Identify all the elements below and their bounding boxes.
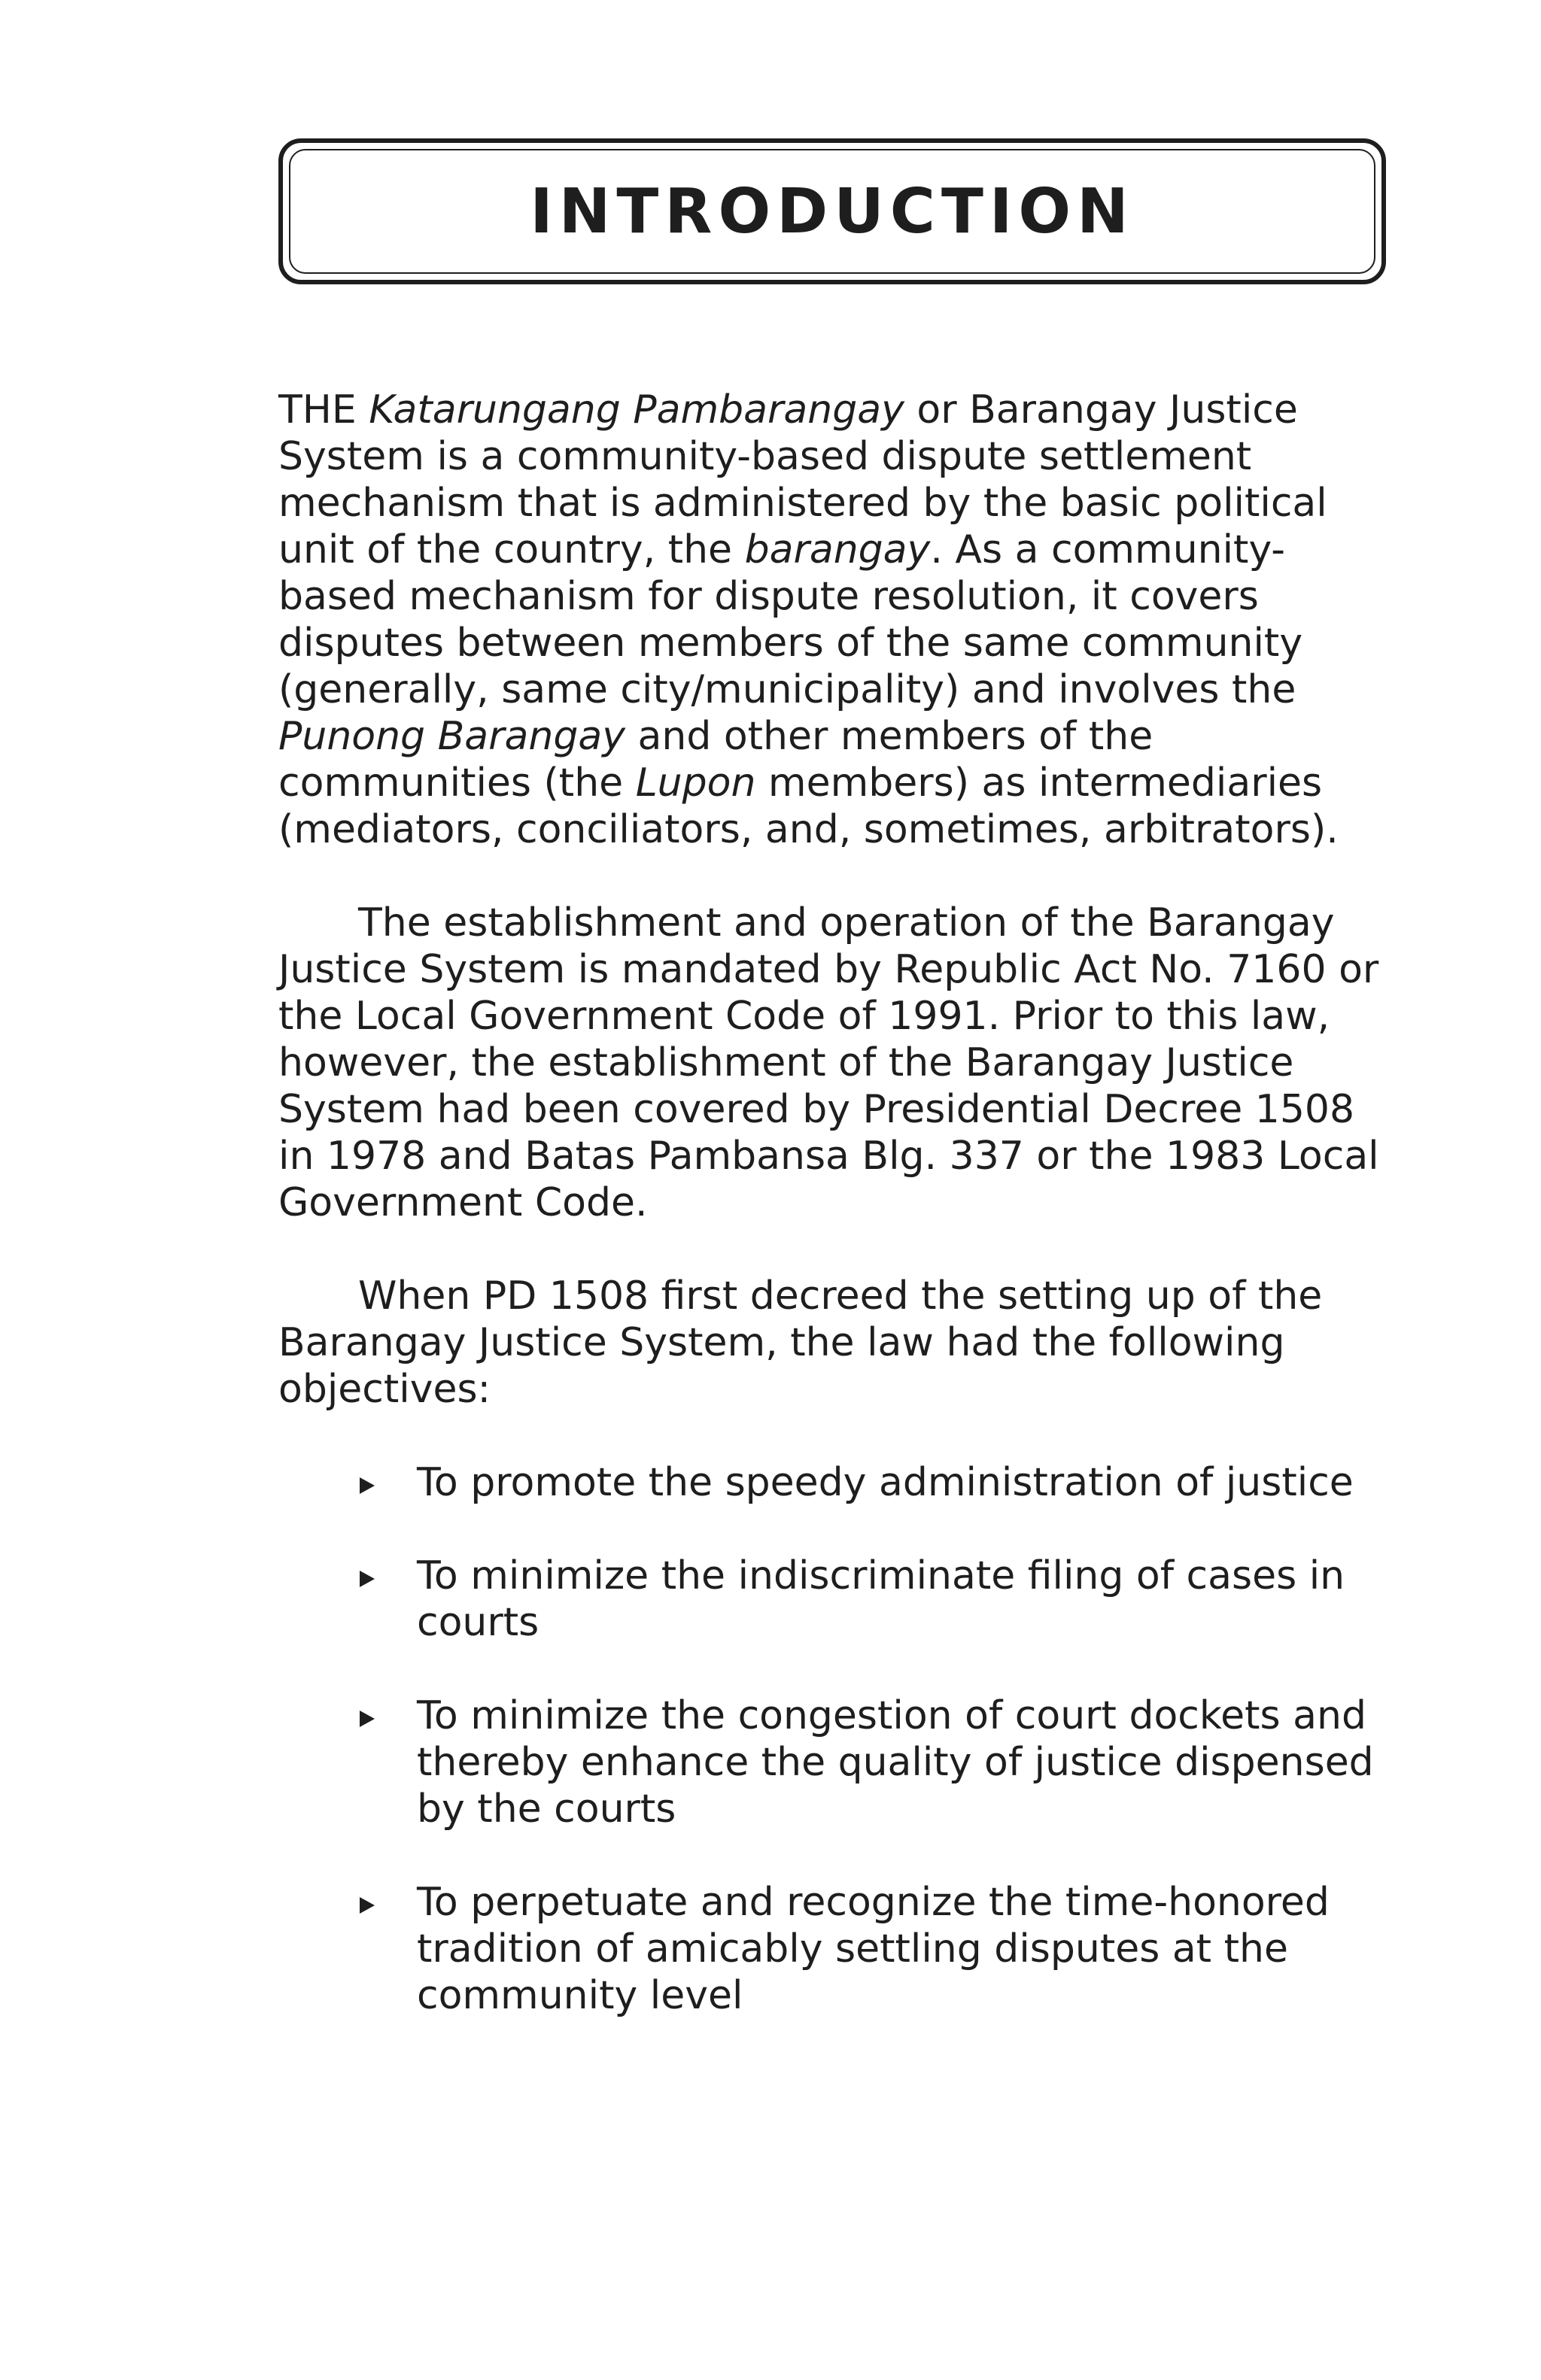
para1-text-4: and other members of the communities (the bbox=[278, 714, 1153, 806]
objective-text: To perpetuate and recognize the time-honored tradition of amicably settling disputes at the community level bbox=[417, 1880, 1330, 2018]
para1-italic-1: Katarungang Pambarangay bbox=[369, 387, 904, 433]
para1-text-2: or Barangay Justice System is a community-based dispute settlement mechanism that is administered by the basic political unit of the country, the bbox=[278, 387, 1327, 572]
para1-text-3: . As a community-based mechanism for dispute resolution, it covers disputes between members of the same community (generally, same city/municipality) and involves the bbox=[278, 527, 1303, 712]
list-item bbox=[278, 1459, 1392, 1506]
paragraph-3: When PD 1508 first decreed the setting up of the Barangay Justice System, the law had the following objectives: bbox=[278, 1273, 1323, 1412]
list-item bbox=[278, 1879, 1392, 2019]
list-item bbox=[278, 1692, 1392, 1832]
objectives-list bbox=[278, 1459, 1392, 2019]
objective-text: To minimize the indiscriminate filing of cases in courts bbox=[417, 1553, 1345, 1645]
paragraph-2: The establishment and operation of the Barangay Justice System is mandated by Republic Act No. 7160 or the Local Government Code of 1991. Prior to this law, however, the establishment of the Barangay Justice System had been covered by Presidential Decree 1508 in 1978 and Batas Pambansa Blg. 337 or the 1983 Local Government Code. bbox=[278, 900, 1379, 1225]
para1-italic-4: Lupon bbox=[635, 760, 756, 806]
para1-text-1: THE bbox=[278, 387, 369, 433]
triangle-right-icon bbox=[360, 1571, 375, 1587]
page-title: INTRODUCTION bbox=[530, 175, 1135, 247]
objective-text: To minimize the congestion of court dockets and thereby enhance the quality of justice dispensed by the courts bbox=[417, 1693, 1374, 1832]
para1-text-5: members) as intermediaries (mediators, conciliators, and, sometimes, arbitrators). bbox=[278, 760, 1339, 852]
body-text bbox=[278, 387, 1392, 2066]
triangle-right-icon bbox=[360, 1711, 375, 1727]
para1-italic-2: barangay bbox=[744, 527, 931, 572]
list-item bbox=[278, 1553, 1392, 1646]
paragraph-1 bbox=[278, 387, 1392, 853]
heading-box bbox=[278, 138, 1386, 284]
objective-text: To promote the speedy administration of justice bbox=[417, 1460, 1354, 1505]
triangle-right-icon bbox=[360, 1477, 375, 1494]
triangle-right-icon bbox=[360, 1897, 375, 1914]
para1-italic-3: Punong Barangay bbox=[278, 714, 625, 759]
